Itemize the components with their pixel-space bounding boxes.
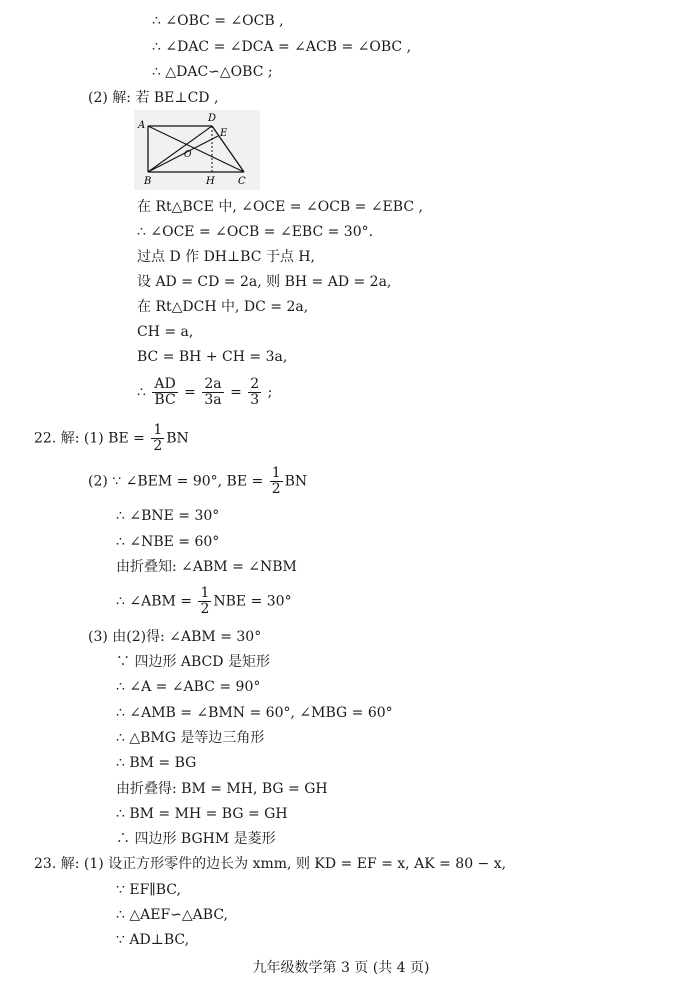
ratio-line [137, 377, 272, 408]
proof-line: ∵ AD⊥BC, [116, 932, 190, 948]
fraction-one-half: $\frac{1}{2}$ [153, 422, 163, 454]
proof-line: ∴ ∠BNE = 30° [116, 508, 220, 524]
proof-line: ∴ △DAC∽△OBC ; [152, 64, 273, 80]
proof-line: ∴ ∠OBC = ∠OCB , [152, 13, 284, 29]
proof-line: 由折叠得: BM = MH, BG = GH [116, 781, 328, 797]
proof-line: 过点 D 作 DH⊥BC 于点 H, [137, 249, 315, 265]
therefore-symbol: ∴ [137, 384, 146, 401]
proof-line: ∴ ∠DAC = ∠DCA = ∠ACB = ∠OBC , [152, 39, 412, 55]
equals-sign: = [184, 384, 196, 401]
proof-line: ∴ △AEF∽△ABC, [116, 907, 228, 923]
label-E: E [220, 128, 228, 139]
proof-line: ∴ BM = BG [116, 755, 197, 771]
proof-line: (2) ∵ ∠BEM = 90°, BE = $\frac{1}{2}$ BN [88, 465, 308, 497]
problem-22-line: 22. 解: (1) BE = $\frac{1}{2}$ BN [34, 422, 189, 454]
label-D: D [208, 113, 217, 124]
equals-sign: = [230, 384, 242, 401]
proof-line: 在 Rt△BCE 中, ∠OCE = ∠OCB = ∠EBC , [137, 199, 423, 215]
proof-line: ∵ EF∥BC, [116, 882, 181, 898]
label-A: A [138, 120, 146, 131]
proof-line: 在 Rt△DCH 中, DC = 2a, [137, 299, 309, 315]
label-O: O [184, 150, 192, 160]
proof-line: ∴ BM = MH = BG = GH [116, 806, 288, 822]
page-footer: 九年级数学第 3 页 (共 4 页) [252, 960, 430, 976]
proof-line: 由折叠知: ∠ABM = ∠NBM [116, 559, 297, 575]
fraction-2a-3a: $\frac{2a}{3a}$ [204, 376, 222, 408]
fraction-one-half: $\frac{1}{2}$ [200, 585, 210, 617]
proof-line: ∴ ∠AMB = ∠BMN = 60°, ∠MBG = 60° [116, 705, 393, 721]
proof-line: ∴ ∠NBE = 60° [116, 534, 220, 550]
geometry-figure [134, 110, 260, 190]
proof-line: ∴ ∠OCE = ∠OCB = ∠EBC = 30°. [137, 224, 374, 240]
proof-line: ∴ △BMG 是等边三角形 [116, 730, 265, 746]
label-B: B [144, 176, 152, 187]
label-C: C [238, 176, 246, 187]
proof-line: ∴ ∠A = ∠ABC = 90° [116, 679, 261, 695]
proof-line: 设 AD = CD = 2a, 则 BH = AD = 2a, [137, 274, 392, 290]
fraction-2-3: $\frac{2}{3}$ [250, 376, 260, 408]
label-H: H [206, 176, 215, 187]
proof-line: BC = BH + CH = 3a, [137, 349, 288, 365]
fraction-one-half: $\frac{1}{2}$ [271, 465, 281, 497]
proof-line: ∴ ∠ABM = $\frac{1}{2}$ NBE = 30° [116, 585, 292, 617]
proof-line: ∵ 四边形 ABCD 是矩形 [116, 654, 270, 670]
fraction-ad-bc: $\frac{AD}{BC}$ [154, 376, 176, 408]
problem-23-line: 23. 解: (1) 设正方形零件的边长为 xmm, 则 KD = EF = x, AK = 80 − x, [34, 856, 507, 872]
semicolon: ; [267, 384, 273, 401]
proof-line: (3) 由(2)得: ∠ABM = 30° [88, 629, 262, 645]
proof-line: (2) 解: 若 BE⊥CD , [88, 90, 219, 106]
proof-line: CH = a, [137, 324, 194, 340]
proof-line: ∴ 四边形 BGHM 是菱形 [116, 831, 276, 847]
